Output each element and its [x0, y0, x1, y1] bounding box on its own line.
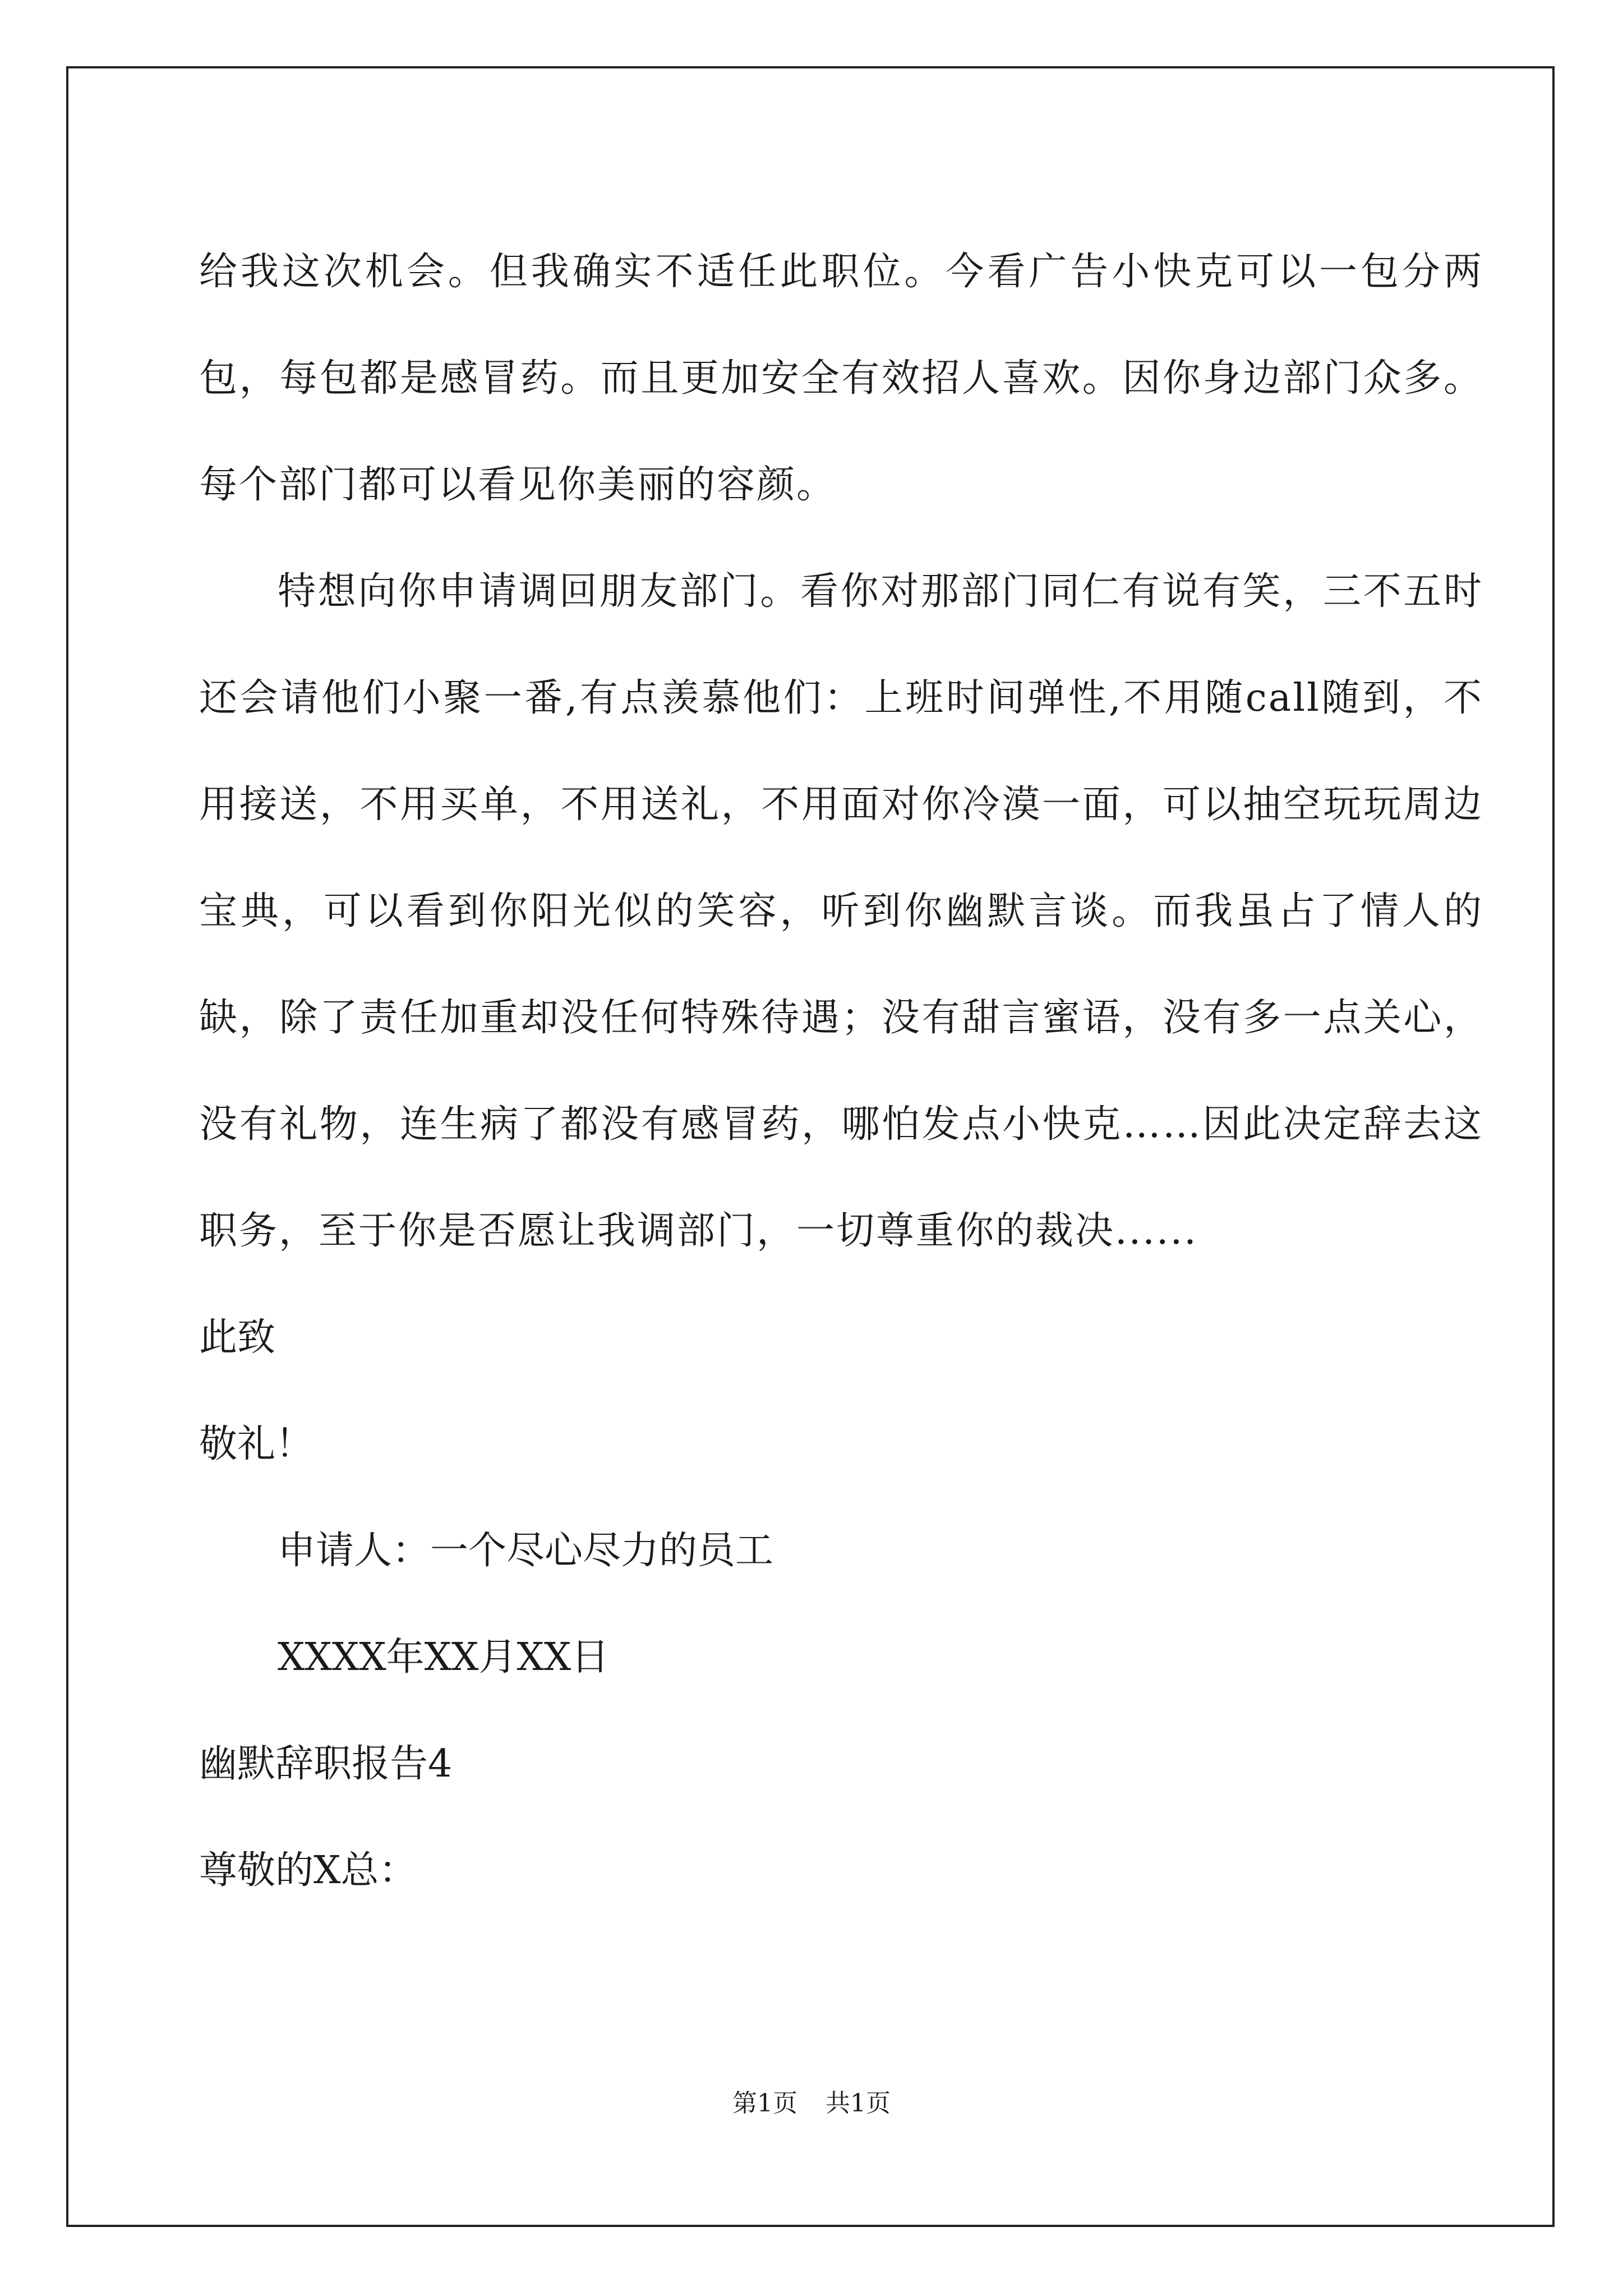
page-number: 第1页 [732, 2089, 797, 2118]
page-total: 共1页 [826, 2089, 891, 2118]
closing-line: 此致 [199, 1315, 276, 1360]
signature-line: 申请人：一个尽心尽力的员工 [278, 1529, 774, 1573]
paragraph-1: 给我这次机会。但我确实不适任此职位。今看广告小快克可以一包分两包，每包都是感冒药。而且更加安全有效招人喜欢。因你身边部门众多。每个部门都可以看见你美丽的容颜。 [199, 250, 1483, 507]
document-body [199, 219, 1483, 1924]
salutation: 尊敬的X总： [199, 1848, 417, 1893]
page-footer [0, 2087, 1623, 2120]
paragraph-2: 特想向你申请调回朋友部门。看你对那部门同仁有说有笑，三不五时还会请他们小聚一番,有点羡慕他们：上班时间弹性,不用随call随到，不用接送，不用买单，不用送礼，不用面对你冷漠一面，可以抽空玩玩周边宝典，可以看到你阳光似的笑容，听到你幽默言谈。而我虽占了情人的缺，除了责任加重却没任何特殊待遇；没有甜言蜜语，没有多一点关心，没有礼物，连生病了都没有感冒药，哪怕发点小快克……因此决定辞去这职务，至于你是否愿让我调部门，一切尊重你的裁决...... [199, 569, 1483, 1253]
closing-salute: 敬礼！ [199, 1422, 314, 1466]
date-line: XXXX年XX月XX日 [278, 1635, 610, 1680]
section-title: 幽默辞职报告4 [199, 1742, 453, 1786]
